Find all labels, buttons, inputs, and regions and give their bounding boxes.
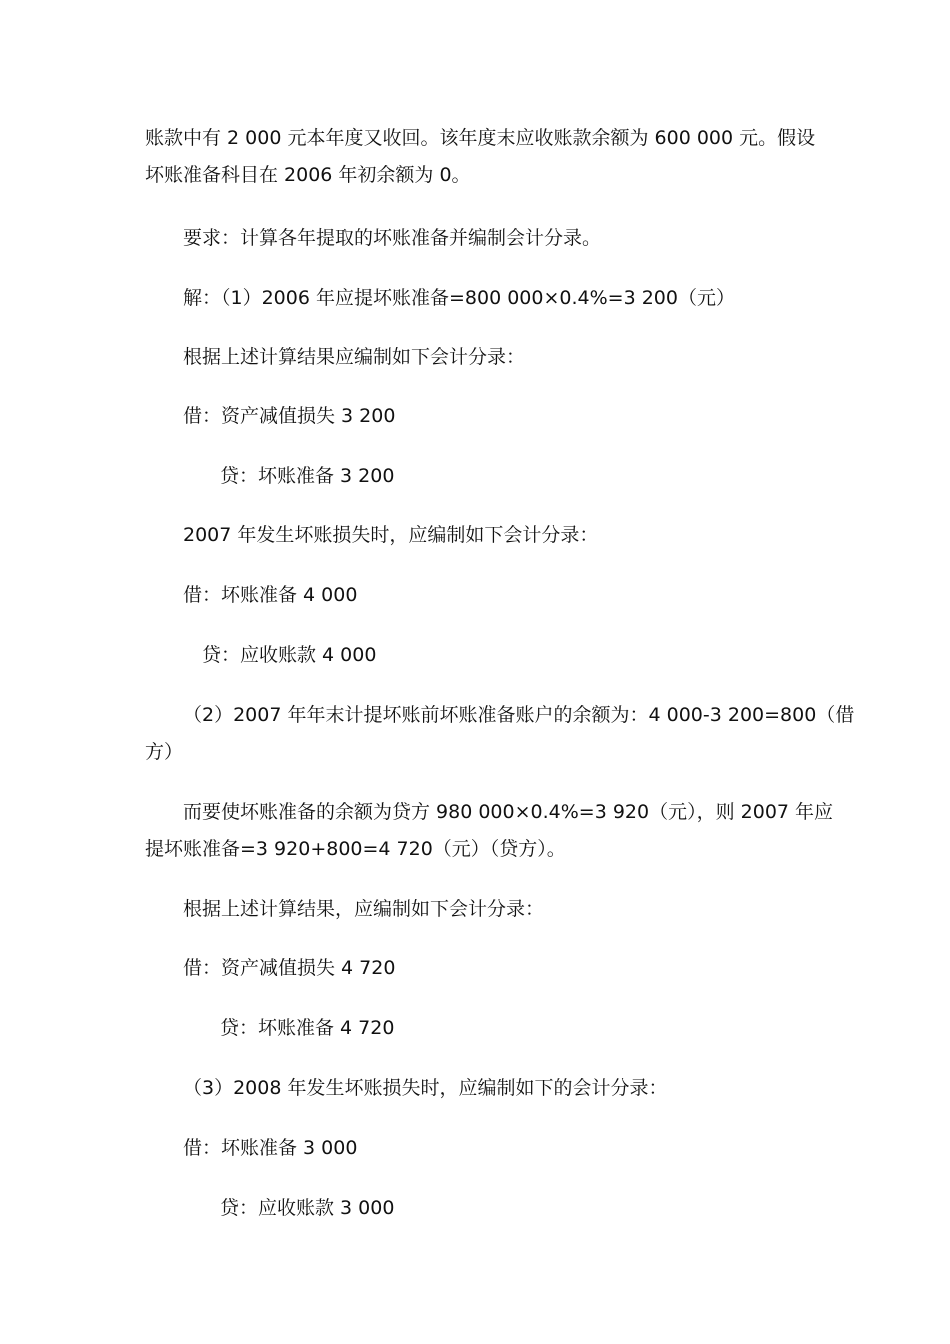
journal-credit-line: 贷：坏账准备 4 720: [220, 1017, 395, 1039]
journal-credit-line: 贷：应收账款 3 000: [220, 1197, 395, 1219]
journal-credit-line: 贷：坏账准备 3 200: [220, 465, 395, 487]
text-line: 坏账准备科目在 2006 年初余额为 0。: [145, 164, 471, 186]
journal-debit-line: 借：坏账准备 4 000: [183, 584, 358, 606]
text-line: 方）: [145, 741, 184, 763]
journal-debit-line: 借：资产减值损失 3 200: [183, 405, 396, 427]
journal-debit-line: 借：坏账准备 3 000: [183, 1137, 358, 1159]
text-line: 根据上述计算结果应编制如下会计分录：: [183, 346, 526, 368]
text-line: 提坏账准备=3 920+800=4 720（元）（贷方）。: [145, 838, 566, 860]
text-line: 解：（1）2006 年应提坏账准备=800 000×0.4%=3 200（元）: [183, 287, 735, 309]
text-line: （2）2007 年年末计提坏账前坏账准备账户的余额为：4 000-3 200=800（借: [183, 704, 855, 726]
text-line: 而要使坏账准备的余额为贷方 980 000×0.4%=3 920（元），则 2007 年应: [183, 801, 834, 823]
text-line: （3）2008 年发生坏账损失时，应编制如下的会计分录：: [183, 1077, 668, 1099]
journal-credit-line: 贷：应收账款 4 000: [202, 644, 377, 666]
text-line: 账款中有 2 000 元本年度又收回。该年度末应收账款余额为 600 000 元。假设: [145, 127, 816, 149]
text-line: 2007 年发生坏账损失时，应编制如下会计分录：: [183, 524, 599, 546]
text-line: 根据上述计算结果，应编制如下会计分录：: [183, 898, 545, 920]
text-line: 要求：计算各年提取的坏账准备并编制会计分录。: [183, 227, 602, 249]
journal-debit-line: 借：资产减值损失 4 720: [183, 957, 396, 979]
